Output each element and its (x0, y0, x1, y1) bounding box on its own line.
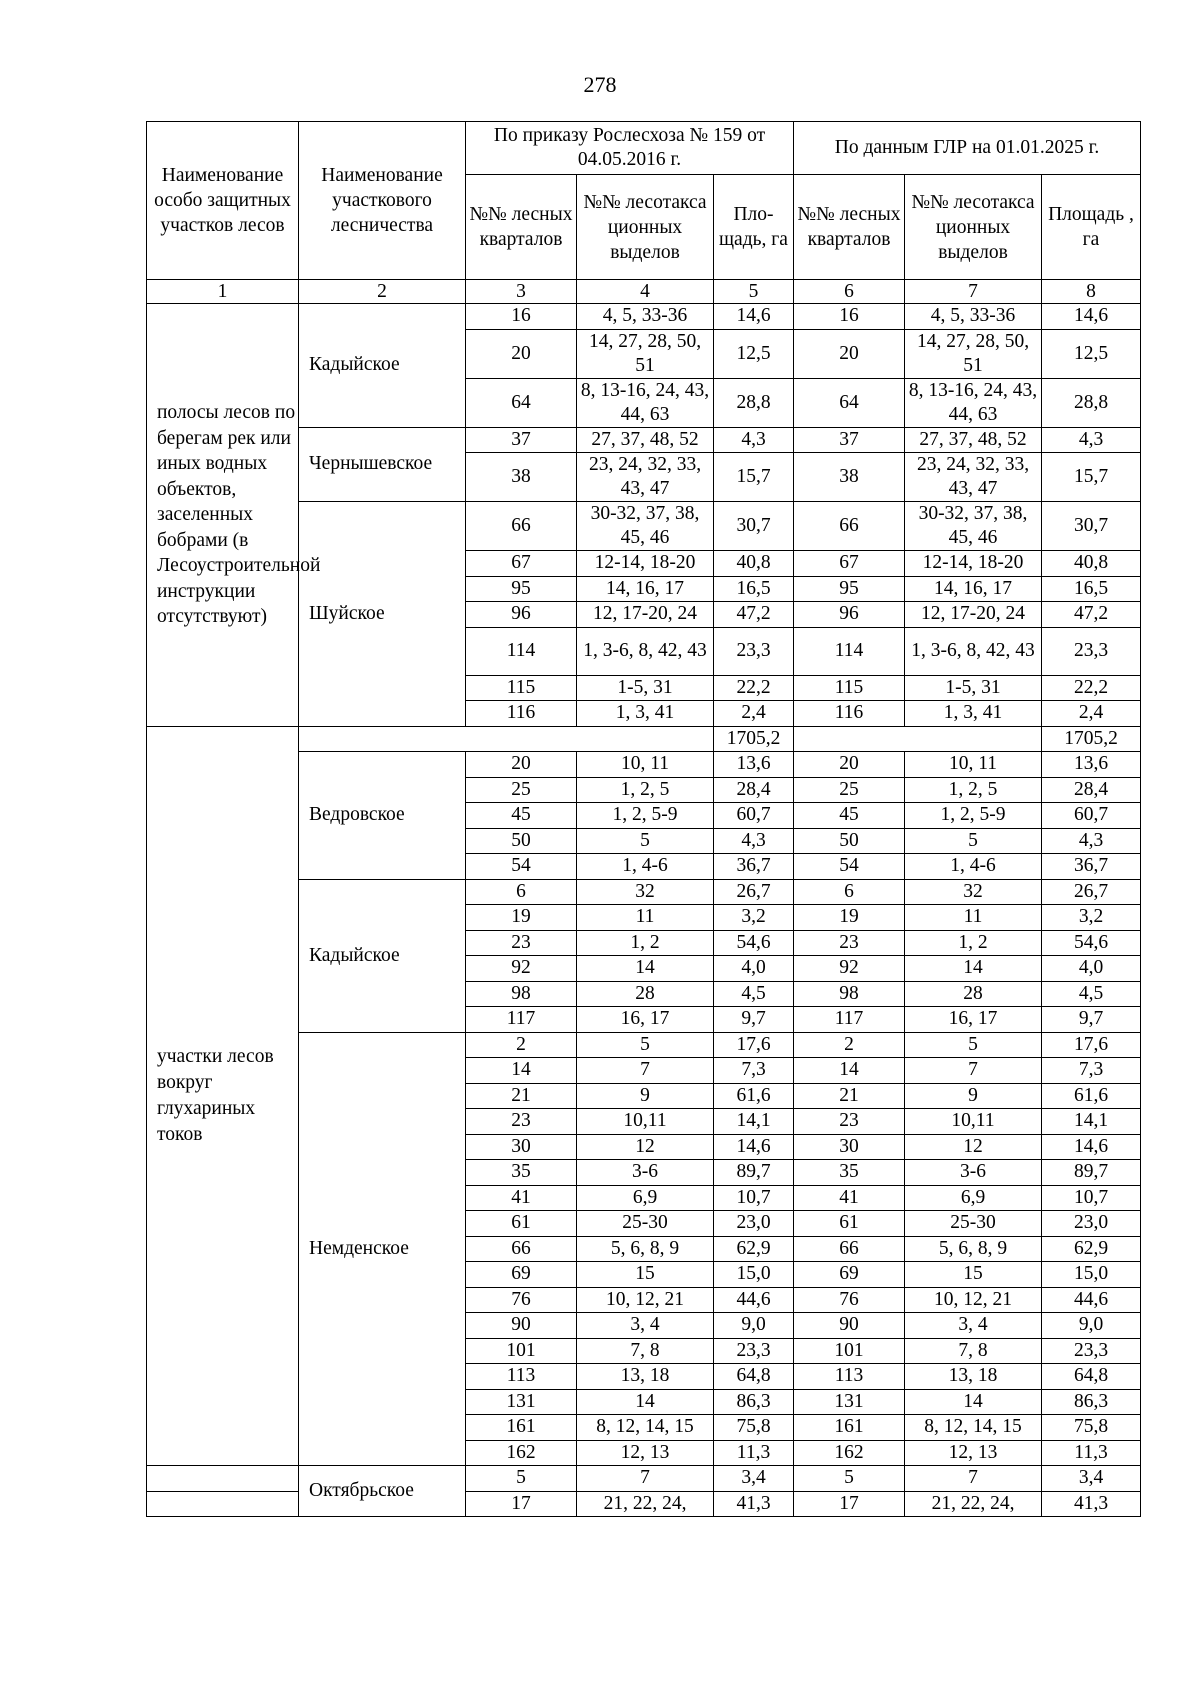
kvartal-cell: 76 (466, 1287, 577, 1313)
vydel-cell: 3-6 (905, 1160, 1042, 1186)
vydel-cell: 4, 5, 33-36 (905, 304, 1042, 330)
vydel-cell: 6,9 (577, 1185, 714, 1211)
kvartal-cell: 16 (466, 304, 577, 330)
area-cell: 30,7 (1042, 502, 1141, 551)
vydel-cell: 9 (905, 1083, 1042, 1109)
kvartal-cell: 66 (794, 1236, 905, 1262)
area-cell: 11,3 (1042, 1440, 1141, 1466)
kvartal-cell: 64 (466, 378, 577, 427)
area-cell: 3,2 (714, 905, 794, 931)
district-cell: Октябрьское (299, 1466, 466, 1517)
vydel-cell: 10,11 (577, 1109, 714, 1135)
col-number: 2 (299, 280, 466, 304)
area-cell: 89,7 (1042, 1160, 1141, 1186)
area-cell: 14,6 (1042, 304, 1141, 330)
district-cell: Немденское (299, 1032, 466, 1466)
kvartal-cell: 5 (794, 1466, 905, 1492)
area-cell: 36,7 (714, 854, 794, 880)
vydel-cell: 14, 27, 28, 50, 51 (905, 329, 1042, 378)
kvartal-cell: 17 (466, 1491, 577, 1517)
vydel-cell: 10,11 (905, 1109, 1042, 1135)
vydel-cell: 12, 17-20, 24 (905, 602, 1042, 628)
area-cell: 86,3 (714, 1389, 794, 1415)
vydel-cell: 14 (577, 956, 714, 982)
kvartal-cell: 67 (794, 551, 905, 577)
vydel-cell: 5 (905, 828, 1042, 854)
vydel-cell: 5, 6, 8, 9 (905, 1236, 1042, 1262)
area-cell: 16,5 (714, 576, 794, 602)
vydel-cell: 27, 37, 48, 52 (577, 427, 714, 453)
area-cell: 47,2 (1042, 602, 1141, 628)
kvartal-cell: 20 (466, 752, 577, 778)
category-cell-empty (147, 1466, 299, 1492)
kvartal-cell: 115 (466, 675, 577, 701)
total-spacer (299, 726, 714, 752)
header-area-2: Площадь , га (1042, 175, 1141, 280)
kvartal-cell: 117 (466, 1007, 577, 1033)
vydel-cell: 8, 13-16, 24, 43, 44, 63 (905, 378, 1042, 427)
kvartal-cell: 101 (794, 1338, 905, 1364)
kvartal-cell: 16 (794, 304, 905, 330)
table-row (147, 1491, 1141, 1517)
area-cell: 44,6 (714, 1287, 794, 1313)
district-cell: Чернышевское (299, 427, 466, 502)
vydel-cell: 1, 4-6 (905, 854, 1042, 880)
area-cell: 41,3 (1042, 1491, 1141, 1517)
area-cell: 22,2 (1042, 675, 1141, 701)
vydel-cell: 7 (577, 1466, 714, 1492)
col-number: 1 (147, 280, 299, 304)
vydel-cell: 14, 27, 28, 50, 51 (577, 329, 714, 378)
header-area-1: Пло-щадь, га (714, 175, 794, 280)
area-cell: 10,7 (714, 1185, 794, 1211)
col-number: 8 (1042, 280, 1141, 304)
vydel-cell: 12 (905, 1134, 1042, 1160)
area-cell: 61,6 (1042, 1083, 1141, 1109)
vydel-cell: 5 (577, 828, 714, 854)
kvartal-cell: 76 (794, 1287, 905, 1313)
col-number: 3 (466, 280, 577, 304)
kvartal-cell: 98 (794, 981, 905, 1007)
kvartal-cell: 20 (794, 752, 905, 778)
area-cell: 9,0 (714, 1313, 794, 1339)
kvartal-cell: 114 (466, 627, 577, 675)
area-cell: 62,9 (1042, 1236, 1141, 1262)
area-cell: 23,3 (1042, 1338, 1141, 1364)
kvartal-cell: 90 (466, 1313, 577, 1339)
vydel-cell: 16, 17 (905, 1007, 1042, 1033)
col-number: 4 (577, 280, 714, 304)
vydel-cell: 9 (577, 1083, 714, 1109)
vydel-cell: 10, 11 (905, 752, 1042, 778)
kvartal-cell: 20 (466, 329, 577, 378)
header-category: Наименование особо защитных участков лесов (147, 122, 299, 280)
area-cell: 12,5 (1042, 329, 1141, 378)
kvartal-cell: 162 (794, 1440, 905, 1466)
area-cell: 89,7 (714, 1160, 794, 1186)
vydel-cell: 21, 22, 24, (577, 1491, 714, 1517)
area-cell: 17,6 (714, 1032, 794, 1058)
area-cell: 60,7 (1042, 803, 1141, 829)
vydel-cell: 1-5, 31 (905, 675, 1042, 701)
area-cell: 41,3 (714, 1491, 794, 1517)
header-kvartaly-1: №№ лесных кварталов (466, 175, 577, 280)
area-cell: 7,3 (714, 1058, 794, 1084)
kvartal-cell: 161 (794, 1415, 905, 1441)
kvartal-cell: 19 (466, 905, 577, 931)
kvartal-cell: 116 (466, 701, 577, 727)
table-row (147, 1466, 1141, 1492)
kvartal-cell: 21 (794, 1083, 905, 1109)
vydel-cell: 7 (905, 1466, 1042, 1492)
col-number: 5 (714, 280, 794, 304)
kvartal-cell: 21 (466, 1083, 577, 1109)
kvartal-cell: 14 (466, 1058, 577, 1084)
area-cell: 4,3 (714, 427, 794, 453)
vydel-cell: 11 (577, 905, 714, 931)
vydel-cell: 1, 3, 41 (905, 701, 1042, 727)
area-cell: 28,8 (714, 378, 794, 427)
kvartal-cell: 161 (466, 1415, 577, 1441)
header-vydely-1: №№ лесотакса ционных выделов (577, 175, 714, 280)
area-cell: 15,0 (1042, 1262, 1141, 1288)
kvartal-cell: 41 (466, 1185, 577, 1211)
area-cell: 23,0 (1042, 1211, 1141, 1237)
kvartal-cell: 61 (466, 1211, 577, 1237)
vydel-cell: 15 (905, 1262, 1042, 1288)
area-cell: 54,6 (714, 930, 794, 956)
vydel-cell: 30-32, 37, 38, 45, 46 (577, 502, 714, 551)
kvartal-cell: 2 (794, 1032, 905, 1058)
vydel-cell: 28 (905, 981, 1042, 1007)
col-number: 7 (905, 280, 1042, 304)
vydel-cell: 21, 22, 24, (905, 1491, 1042, 1517)
kvartal-cell: 96 (794, 602, 905, 628)
area-cell: 36,7 (1042, 854, 1141, 880)
area-cell: 14,6 (714, 1134, 794, 1160)
area-cell: 22,2 (714, 675, 794, 701)
area-cell: 26,7 (714, 879, 794, 905)
area-cell: 28,8 (1042, 378, 1141, 427)
vydel-cell: 7 (905, 1058, 1042, 1084)
area-cell: 47,2 (714, 602, 794, 628)
vydel-cell: 12, 13 (905, 1440, 1042, 1466)
vydel-cell: 14, 16, 17 (905, 576, 1042, 602)
kvartal-cell: 19 (794, 905, 905, 931)
kvartal-cell: 45 (466, 803, 577, 829)
kvartal-cell: 64 (794, 378, 905, 427)
kvartal-cell: 115 (794, 675, 905, 701)
area-cell: 4,0 (1042, 956, 1141, 982)
area-cell: 75,8 (1042, 1415, 1141, 1441)
vydel-cell: 11 (905, 905, 1042, 931)
header-district: Наименование участкового лесничества (299, 122, 466, 280)
area-cell: 12,5 (714, 329, 794, 378)
header-group-order: По приказу Рослесхоза № 159 от 04.05.2016 г. (466, 122, 794, 175)
vydel-cell: 28 (577, 981, 714, 1007)
kvartal-cell: 37 (794, 427, 905, 453)
vydel-cell: 1, 3, 41 (577, 701, 714, 727)
vydel-cell: 14, 16, 17 (577, 576, 714, 602)
category-cell-empty (147, 1491, 299, 1517)
header-group-glr: По данным ГЛР на 01.01.2025 г. (794, 122, 1141, 175)
area-cell: 62,9 (714, 1236, 794, 1262)
vydel-cell: 25-30 (905, 1211, 1042, 1237)
kvartal-cell: 69 (466, 1262, 577, 1288)
vydel-cell: 8, 12, 14, 15 (905, 1415, 1042, 1441)
area-cell: 28,4 (714, 777, 794, 803)
total-row (147, 726, 1141, 752)
kvartal-cell: 117 (794, 1007, 905, 1033)
area-cell: 13,6 (714, 752, 794, 778)
vydel-cell: 23, 24, 32, 33, 43, 47 (577, 453, 714, 502)
kvartal-cell: 90 (794, 1313, 905, 1339)
kvartal-cell: 23 (794, 1109, 905, 1135)
kvartal-cell: 25 (794, 777, 905, 803)
vydel-cell: 3-6 (577, 1160, 714, 1186)
total-spacer (794, 726, 1042, 752)
kvartal-cell: 37 (466, 427, 577, 453)
vydel-cell: 1-5, 31 (577, 675, 714, 701)
kvartal-cell: 35 (794, 1160, 905, 1186)
area-cell: 3,4 (1042, 1466, 1141, 1492)
area-cell: 23,3 (714, 627, 794, 675)
vydel-cell: 12-14, 18-20 (577, 551, 714, 577)
vydel-cell: 27, 37, 48, 52 (905, 427, 1042, 453)
vydel-cell: 16, 17 (577, 1007, 714, 1033)
kvartal-cell: 5 (466, 1466, 577, 1492)
kvartal-cell: 54 (794, 854, 905, 880)
vydel-cell: 3, 4 (905, 1313, 1042, 1339)
col-number: 6 (794, 280, 905, 304)
vydel-cell: 1, 2 (905, 930, 1042, 956)
vydel-cell: 6,9 (905, 1185, 1042, 1211)
kvartal-cell: 101 (466, 1338, 577, 1364)
kvartal-cell: 41 (794, 1185, 905, 1211)
area-cell: 23,0 (714, 1211, 794, 1237)
vydel-cell: 5 (905, 1032, 1042, 1058)
forest-areas-table (146, 121, 1141, 1517)
district-cell: Кадыйское (299, 304, 466, 428)
total-area-cell: 1705,2 (1042, 726, 1141, 752)
area-cell: 13,6 (1042, 752, 1141, 778)
area-cell: 40,8 (714, 551, 794, 577)
area-cell: 7,3 (1042, 1058, 1141, 1084)
district-cell: Кадыйское (299, 879, 466, 1032)
kvartal-cell: 95 (794, 576, 905, 602)
area-cell: 16,5 (1042, 576, 1141, 602)
area-cell: 61,6 (714, 1083, 794, 1109)
page-number: 278 (583, 72, 617, 97)
vydel-cell: 1, 2, 5 (905, 777, 1042, 803)
area-cell: 28,4 (1042, 777, 1141, 803)
area-cell: 2,4 (714, 701, 794, 727)
vydel-cell: 12, 17-20, 24 (577, 602, 714, 628)
vydel-cell: 25-30 (577, 1211, 714, 1237)
vydel-cell: 15 (577, 1262, 714, 1288)
kvartal-cell: 6 (794, 879, 905, 905)
area-cell: 60,7 (714, 803, 794, 829)
vydel-cell: 1, 2, 5-9 (905, 803, 1042, 829)
vydel-cell: 1, 4-6 (577, 854, 714, 880)
kvartal-cell: 14 (794, 1058, 905, 1084)
area-cell: 14,6 (1042, 1134, 1141, 1160)
vydel-cell: 13, 18 (905, 1364, 1042, 1390)
kvartal-cell: 98 (466, 981, 577, 1007)
kvartal-cell: 25 (466, 777, 577, 803)
area-cell: 23,3 (1042, 627, 1141, 675)
district-cell: Шуйское (299, 502, 466, 727)
vydel-cell: 10, 12, 21 (905, 1287, 1042, 1313)
vydel-cell: 1, 3-6, 8, 42, 43 (577, 627, 714, 675)
kvartal-cell: 113 (794, 1364, 905, 1390)
area-cell: 15,7 (714, 453, 794, 502)
area-cell: 9,7 (714, 1007, 794, 1033)
kvartal-cell: 17 (794, 1491, 905, 1517)
kvartal-cell: 50 (794, 828, 905, 854)
area-cell: 4,3 (714, 828, 794, 854)
kvartal-cell: 50 (466, 828, 577, 854)
area-cell: 14,1 (1042, 1109, 1141, 1135)
vydel-cell: 7, 8 (905, 1338, 1042, 1364)
kvartal-cell: 38 (794, 453, 905, 502)
area-cell: 64,8 (714, 1364, 794, 1390)
kvartal-cell: 92 (466, 956, 577, 982)
kvartal-cell: 131 (794, 1389, 905, 1415)
area-cell: 23,3 (714, 1338, 794, 1364)
category-cell: полосы лесов по берегам рек или иных водных объектов, заселенных бобрами (в Лесоустроительной инструкции отсутствуют) (147, 304, 299, 727)
area-cell: 4,3 (1042, 828, 1141, 854)
vydel-cell: 14 (577, 1389, 714, 1415)
kvartal-cell: 30 (466, 1134, 577, 1160)
vydel-cell: 5 (577, 1032, 714, 1058)
category-cell: участки лесов вокруг глухариных токов (147, 726, 299, 1466)
area-cell: 4,5 (714, 981, 794, 1007)
area-cell: 86,3 (1042, 1389, 1141, 1415)
vydel-cell: 12 (577, 1134, 714, 1160)
vydel-cell: 14 (905, 956, 1042, 982)
vydel-cell: 5, 6, 8, 9 (577, 1236, 714, 1262)
vydel-cell: 14 (905, 1389, 1042, 1415)
kvartal-cell: 66 (466, 1236, 577, 1262)
kvartal-cell: 131 (466, 1389, 577, 1415)
header-vydely-2: №№ лесотакса ционных выделов (905, 175, 1042, 280)
vydel-cell: 12-14, 18-20 (905, 551, 1042, 577)
vydel-cell: 7, 8 (577, 1338, 714, 1364)
area-cell: 10,7 (1042, 1185, 1141, 1211)
vydel-cell: 13, 18 (577, 1364, 714, 1390)
vydel-cell: 32 (577, 879, 714, 905)
area-cell: 30,7 (714, 502, 794, 551)
area-cell: 44,6 (1042, 1287, 1141, 1313)
area-cell: 14,1 (714, 1109, 794, 1135)
vydel-cell: 1, 2 (577, 930, 714, 956)
vydel-cell: 1, 2, 5 (577, 777, 714, 803)
vydel-cell: 1, 2, 5-9 (577, 803, 714, 829)
kvartal-cell: 30 (794, 1134, 905, 1160)
area-cell: 4,3 (1042, 427, 1141, 453)
vydel-cell: 4, 5, 33-36 (577, 304, 714, 330)
area-cell: 3,2 (1042, 905, 1141, 931)
area-cell: 11,3 (714, 1440, 794, 1466)
kvartal-cell: 20 (794, 329, 905, 378)
kvartal-cell: 95 (466, 576, 577, 602)
kvartal-cell: 45 (794, 803, 905, 829)
header-kvartaly-2: №№ лесных кварталов (794, 175, 905, 280)
kvartal-cell: 96 (466, 602, 577, 628)
vydel-cell: 10, 12, 21 (577, 1287, 714, 1313)
kvartal-cell: 114 (794, 627, 905, 675)
kvartal-cell: 116 (794, 701, 905, 727)
kvartal-cell: 6 (466, 879, 577, 905)
area-cell: 4,5 (1042, 981, 1141, 1007)
area-cell: 15,7 (1042, 453, 1141, 502)
area-cell: 2,4 (1042, 701, 1141, 727)
vydel-cell: 32 (905, 879, 1042, 905)
area-cell: 14,6 (714, 304, 794, 330)
kvartal-cell: 92 (794, 956, 905, 982)
area-cell: 15,0 (714, 1262, 794, 1288)
kvartal-cell: 61 (794, 1211, 905, 1237)
vydel-cell: 8, 13-16, 24, 43, 44, 63 (577, 378, 714, 427)
kvartal-cell: 113 (466, 1364, 577, 1390)
kvartal-cell: 66 (466, 502, 577, 551)
area-cell: 40,8 (1042, 551, 1141, 577)
kvartal-cell: 162 (466, 1440, 577, 1466)
kvartal-cell: 54 (466, 854, 577, 880)
vydel-cell: 1, 3-6, 8, 42, 43 (905, 627, 1042, 675)
total-area-cell: 1705,2 (714, 726, 794, 752)
district-cell: Ведровское (299, 752, 466, 880)
area-cell: 9,0 (1042, 1313, 1141, 1339)
table-row (147, 304, 1141, 330)
kvartal-cell: 66 (794, 502, 905, 551)
vydel-cell: 30-32, 37, 38, 45, 46 (905, 502, 1042, 551)
kvartal-cell: 35 (466, 1160, 577, 1186)
vydel-cell: 8, 12, 14, 15 (577, 1415, 714, 1441)
area-cell: 17,6 (1042, 1032, 1141, 1058)
kvartal-cell: 38 (466, 453, 577, 502)
vydel-cell: 3, 4 (577, 1313, 714, 1339)
kvartal-cell: 23 (466, 930, 577, 956)
vydel-cell: 10, 11 (577, 752, 714, 778)
area-cell: 54,6 (1042, 930, 1141, 956)
vydel-cell: 23, 24, 32, 33, 43, 47 (905, 453, 1042, 502)
kvartal-cell: 67 (466, 551, 577, 577)
area-cell: 75,8 (714, 1415, 794, 1441)
kvartal-cell: 23 (794, 930, 905, 956)
area-cell: 3,4 (714, 1466, 794, 1492)
kvartal-cell: 2 (466, 1032, 577, 1058)
area-cell: 26,7 (1042, 879, 1141, 905)
area-cell: 64,8 (1042, 1364, 1141, 1390)
area-cell: 4,0 (714, 956, 794, 982)
area-cell: 9,7 (1042, 1007, 1141, 1033)
vydel-cell: 12, 13 (577, 1440, 714, 1466)
kvartal-cell: 69 (794, 1262, 905, 1288)
vydel-cell: 7 (577, 1058, 714, 1084)
kvartal-cell: 23 (466, 1109, 577, 1135)
